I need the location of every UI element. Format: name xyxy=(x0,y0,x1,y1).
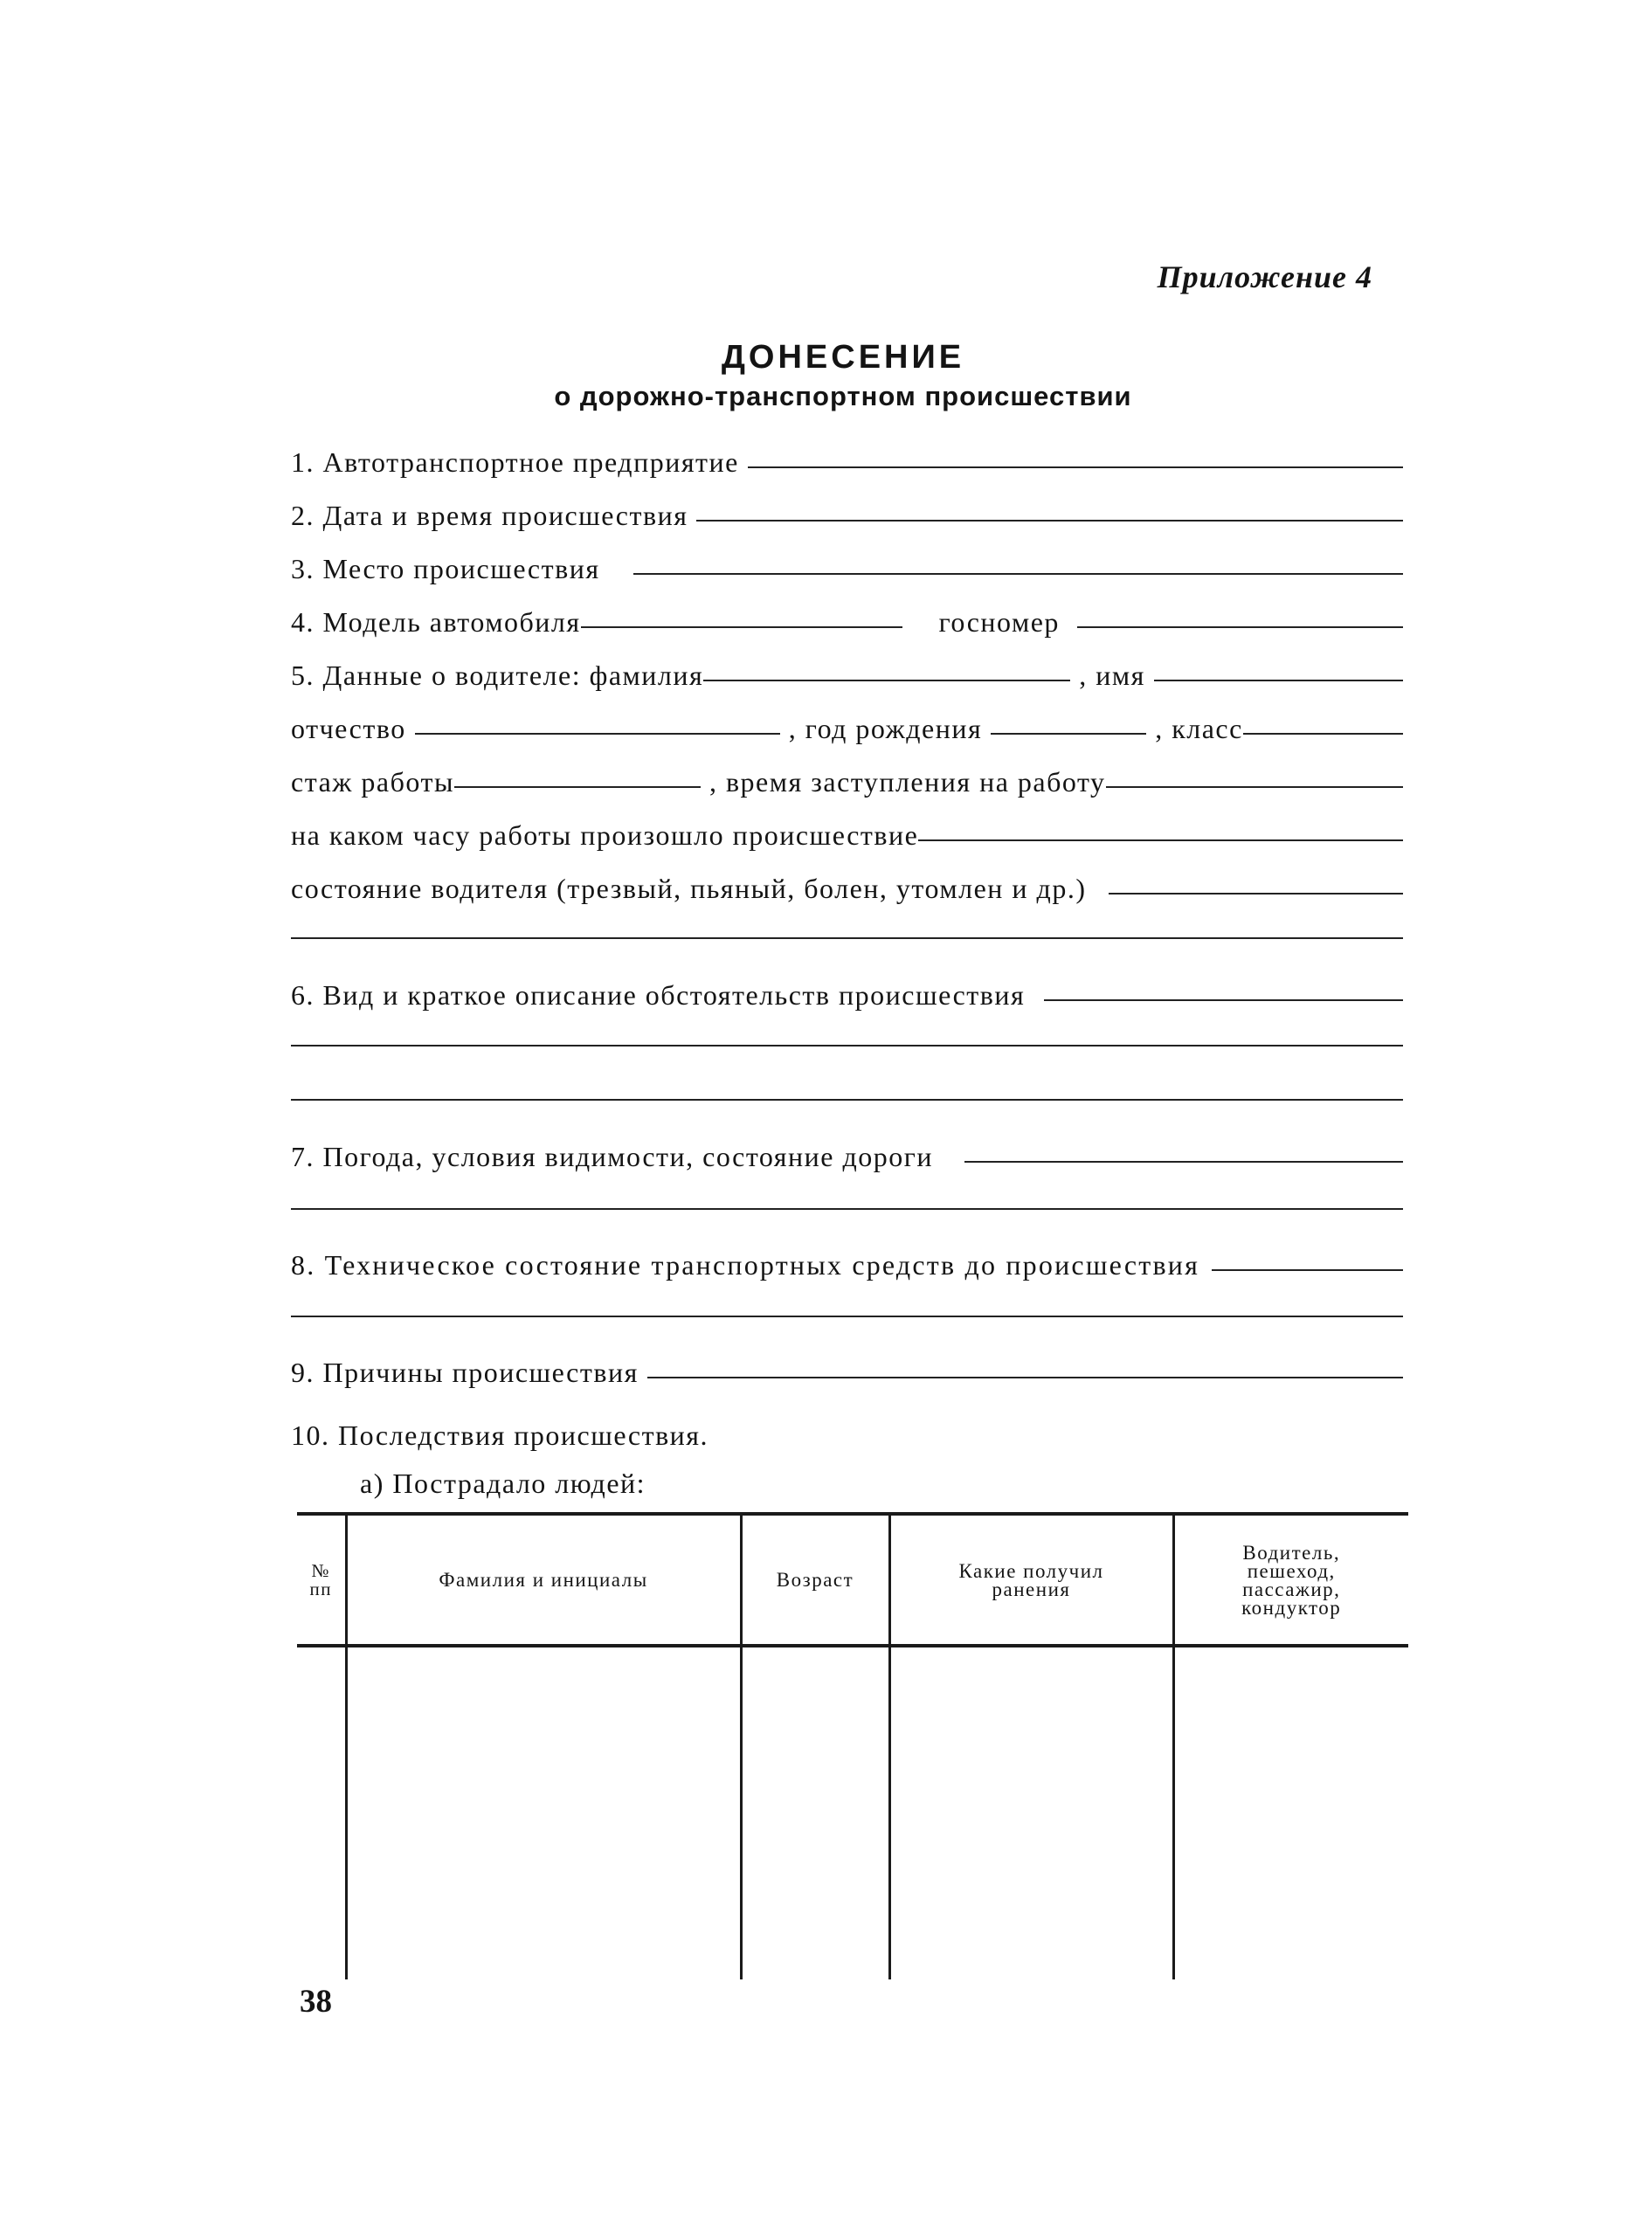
field-model-label: 4. Модель автомобиля xyxy=(291,606,581,638)
field-consequences xyxy=(291,1412,1403,1450)
field-location-label: 3. Место происшествия xyxy=(291,553,600,584)
field-circumstances-label: 6. Вид и краткое описание обстоятельств происшествия xyxy=(291,979,1026,1011)
cell-name[interactable] xyxy=(346,1646,741,1979)
field-condition-line[interactable] xyxy=(1109,893,1403,895)
field-patronymic-line[interactable] xyxy=(415,733,780,735)
field-weather-line[interactable] xyxy=(964,1161,1403,1163)
field-experience-line[interactable] xyxy=(454,786,701,788)
field-weather-label: 7. Погода, условия видимости, состояние дороги xyxy=(291,1141,933,1172)
field-driver-details xyxy=(291,705,1403,743)
field-weather xyxy=(291,1133,1403,1171)
field-causes xyxy=(291,1349,1403,1387)
field-weather-line-2[interactable] xyxy=(291,1208,1403,1210)
field-plate-line[interactable] xyxy=(1077,626,1403,628)
field-start-time-label: , время заступления на работу xyxy=(708,766,1106,798)
field-condition-line-2[interactable] xyxy=(291,937,1403,939)
field-condition-label: состояние водителя (трезвый, пьяный, болен, утомлен и др.) xyxy=(291,873,1087,904)
field-technical-state-label: 8. Техническое состояние транспортных средств до происшествия xyxy=(291,1249,1199,1281)
appendix-label: Приложение 4 xyxy=(1157,259,1372,294)
field-name-label: , имя xyxy=(1079,660,1145,691)
field-experience-label: стаж работы xyxy=(291,766,454,798)
field-date-time-label: 2. Дата и время происшествия xyxy=(291,500,688,531)
field-consequences-label: 10. Последствия происшествия. xyxy=(291,1419,709,1451)
field-location-line[interactable] xyxy=(633,573,1403,575)
document-title: ДОНЕСЕНИЕ xyxy=(721,339,965,376)
column-header-role: Водитель, пешеход, пассажир, кондуктор xyxy=(1173,1514,1408,1646)
field-class-line[interactable] xyxy=(1243,733,1403,735)
cell-number[interactable] xyxy=(297,1646,346,1979)
field-driver-work xyxy=(291,758,1403,797)
field-technical-state xyxy=(291,1241,1403,1280)
field-circumstances xyxy=(291,971,1403,1010)
table-row xyxy=(297,1646,1408,1979)
field-birth-year-line[interactable] xyxy=(991,733,1146,735)
field-date-time xyxy=(291,492,1403,530)
field-birth-year-label: , год рождения xyxy=(788,713,983,744)
document-subtitle: о дорожно-транспортном происшествии xyxy=(554,381,1132,411)
cell-age[interactable] xyxy=(741,1646,889,1979)
field-vehicle xyxy=(291,598,1403,637)
victims-table-header xyxy=(297,1514,1408,1646)
field-start-time-line[interactable] xyxy=(1106,786,1403,788)
field-driver-hour xyxy=(291,812,1403,850)
field-driver-condition xyxy=(291,865,1403,903)
field-injured-label: а) Пострадало людей: xyxy=(360,1468,646,1499)
field-surname-line[interactable] xyxy=(703,680,1070,681)
field-location xyxy=(291,545,1403,584)
field-enterprise xyxy=(291,439,1403,477)
field-class-label: , класс xyxy=(1155,713,1243,744)
column-header-age: Возраст xyxy=(741,1514,889,1646)
field-hour-label: на каком часу работы произошло происшествие xyxy=(291,819,919,851)
field-circumstances-line[interactable] xyxy=(1044,999,1403,1001)
field-injured xyxy=(360,1460,1403,1498)
victims-table xyxy=(297,1512,1408,1979)
column-header-name: Фамилия и инициалы xyxy=(346,1514,741,1646)
field-date-time-line[interactable] xyxy=(696,520,1403,522)
field-name-line[interactable] xyxy=(1154,680,1403,681)
column-header-injuries: Какие получил ранения xyxy=(889,1514,1173,1646)
field-causes-line[interactable] xyxy=(647,1377,1403,1378)
field-enterprise-line[interactable] xyxy=(748,466,1403,468)
cell-role[interactable] xyxy=(1173,1646,1408,1979)
field-technical-state-line-2[interactable] xyxy=(291,1316,1403,1317)
field-patronymic-label: отчество xyxy=(291,713,406,744)
field-technical-state-line[interactable] xyxy=(1212,1269,1403,1271)
field-circumstances-line-2[interactable] xyxy=(291,1045,1403,1046)
field-surname-label: 5. Данные о водителе: фамилия xyxy=(291,660,704,691)
column-header-number: № пп xyxy=(297,1514,346,1646)
field-causes-label: 9. Причины происшествия xyxy=(291,1357,639,1388)
page-number: 38 xyxy=(300,1984,332,2020)
field-model-line[interactable] xyxy=(581,626,902,628)
field-enterprise-label: 1. Автотранспортное предприятие xyxy=(291,446,739,478)
cell-injuries[interactable] xyxy=(889,1646,1173,1979)
field-hour-line[interactable] xyxy=(918,839,1403,841)
field-circumstances-line-3[interactable] xyxy=(291,1099,1403,1101)
field-plate-label: госномер xyxy=(938,606,1060,638)
field-driver-names xyxy=(291,652,1403,690)
